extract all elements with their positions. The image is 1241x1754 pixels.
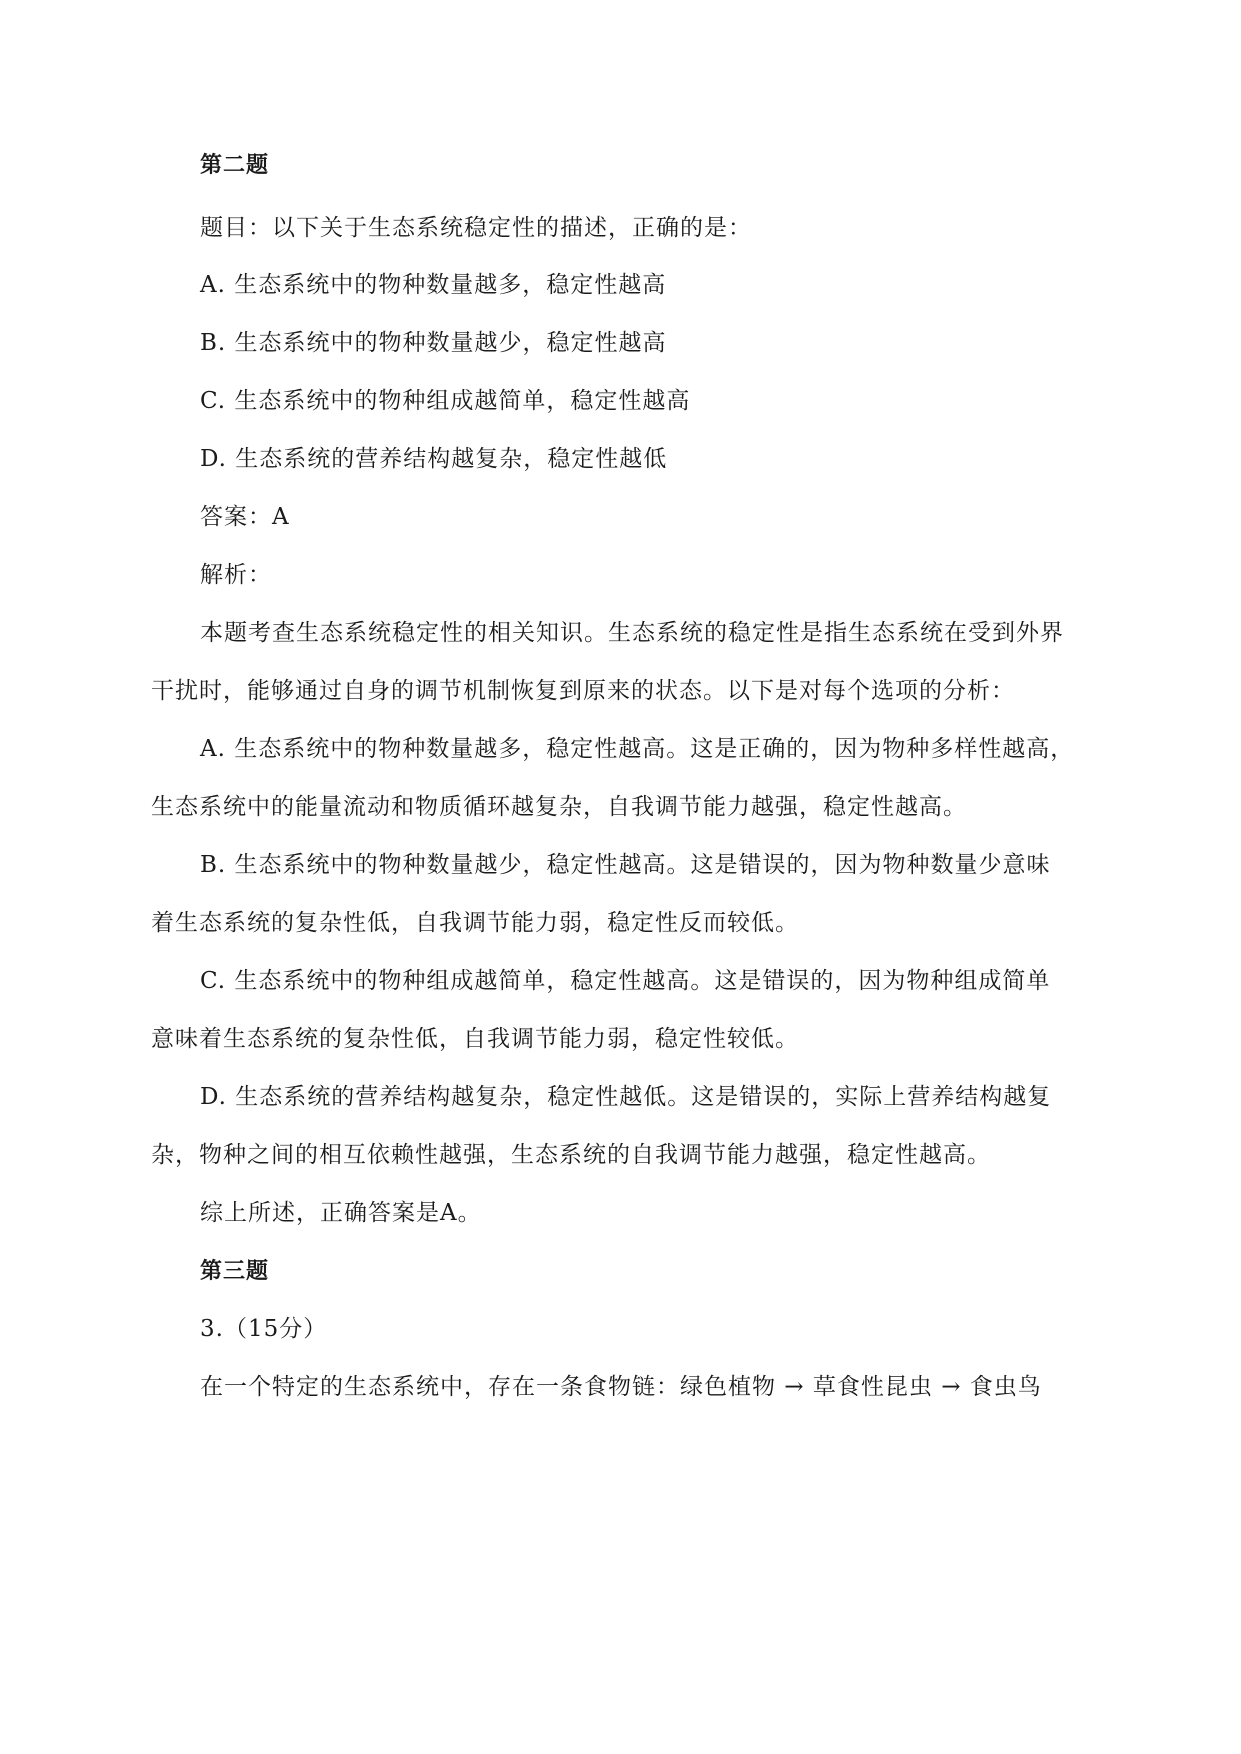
analysis-a-line: 生态系统中的能量流动和物质循环越复杂，自我调节能力越强，稳定性越高。 [151,794,967,820]
analysis-b-line: B. 生态系统中的物种数量越少，稳定性越高。这是错误的，因为物种数量少意味 [200,852,1051,878]
conclusion-text: 综上所述，正确答案是A。 [200,1200,482,1226]
analysis-label: 解析： [200,562,272,588]
option-b: B. 生态系统中的物种数量越少，稳定性越高 [200,330,667,356]
answer-text: 答案：A [200,504,290,530]
question-text: 题目：以下关于生态系统稳定性的描述，正确的是： [200,215,752,241]
question-intro: 在一个特定的生态系统中，存在一条食物链：绿色植物 → 草食性昆虫 → 食虫鸟 [200,1374,1042,1400]
analysis-intro-line: 本题考查生态系统稳定性的相关知识。生态系统的稳定性是指生态系统在受到外界 [200,620,1064,646]
section3-heading: 第三题 [200,1259,270,1284]
option-d: D. 生态系统的营养结构越复杂，稳定性越低 [200,446,668,472]
section2-heading: 第二题 [200,153,270,178]
analysis-d-line: D. 生态系统的营养结构越复杂，稳定性越低。这是错误的，实际上营养结构越复 [200,1084,1052,1110]
analysis-c-line: C. 生态系统中的物种组成越简单，稳定性越高。这是错误的，因为物种组成简单 [200,968,1051,994]
analysis-b-line: 着生态系统的复杂性低，自我调节能力弱，稳定性反而较低。 [151,910,799,936]
option-a: A. 生态系统中的物种数量越多，稳定性越高 [200,272,667,298]
analysis-intro-line: 干扰时，能够通过自身的调节机制恢复到原来的状态。以下是对每个选项的分析： [151,678,1015,704]
analysis-a-line: A. 生态系统中的物种数量越多，稳定性越高。这是正确的，因为物种多样性越高， [200,736,1075,762]
question-score: 3.（15分） [200,1316,328,1342]
option-c: C. 生态系统中的物种组成越简单，稳定性越高 [200,388,691,414]
analysis-d-line: 杂，物种之间的相互依赖性越强，生态系统的自我调节能力越强，稳定性越高。 [151,1142,991,1168]
analysis-c-line: 意味着生态系统的复杂性低，自我调节能力弱，稳定性较低。 [151,1026,799,1052]
